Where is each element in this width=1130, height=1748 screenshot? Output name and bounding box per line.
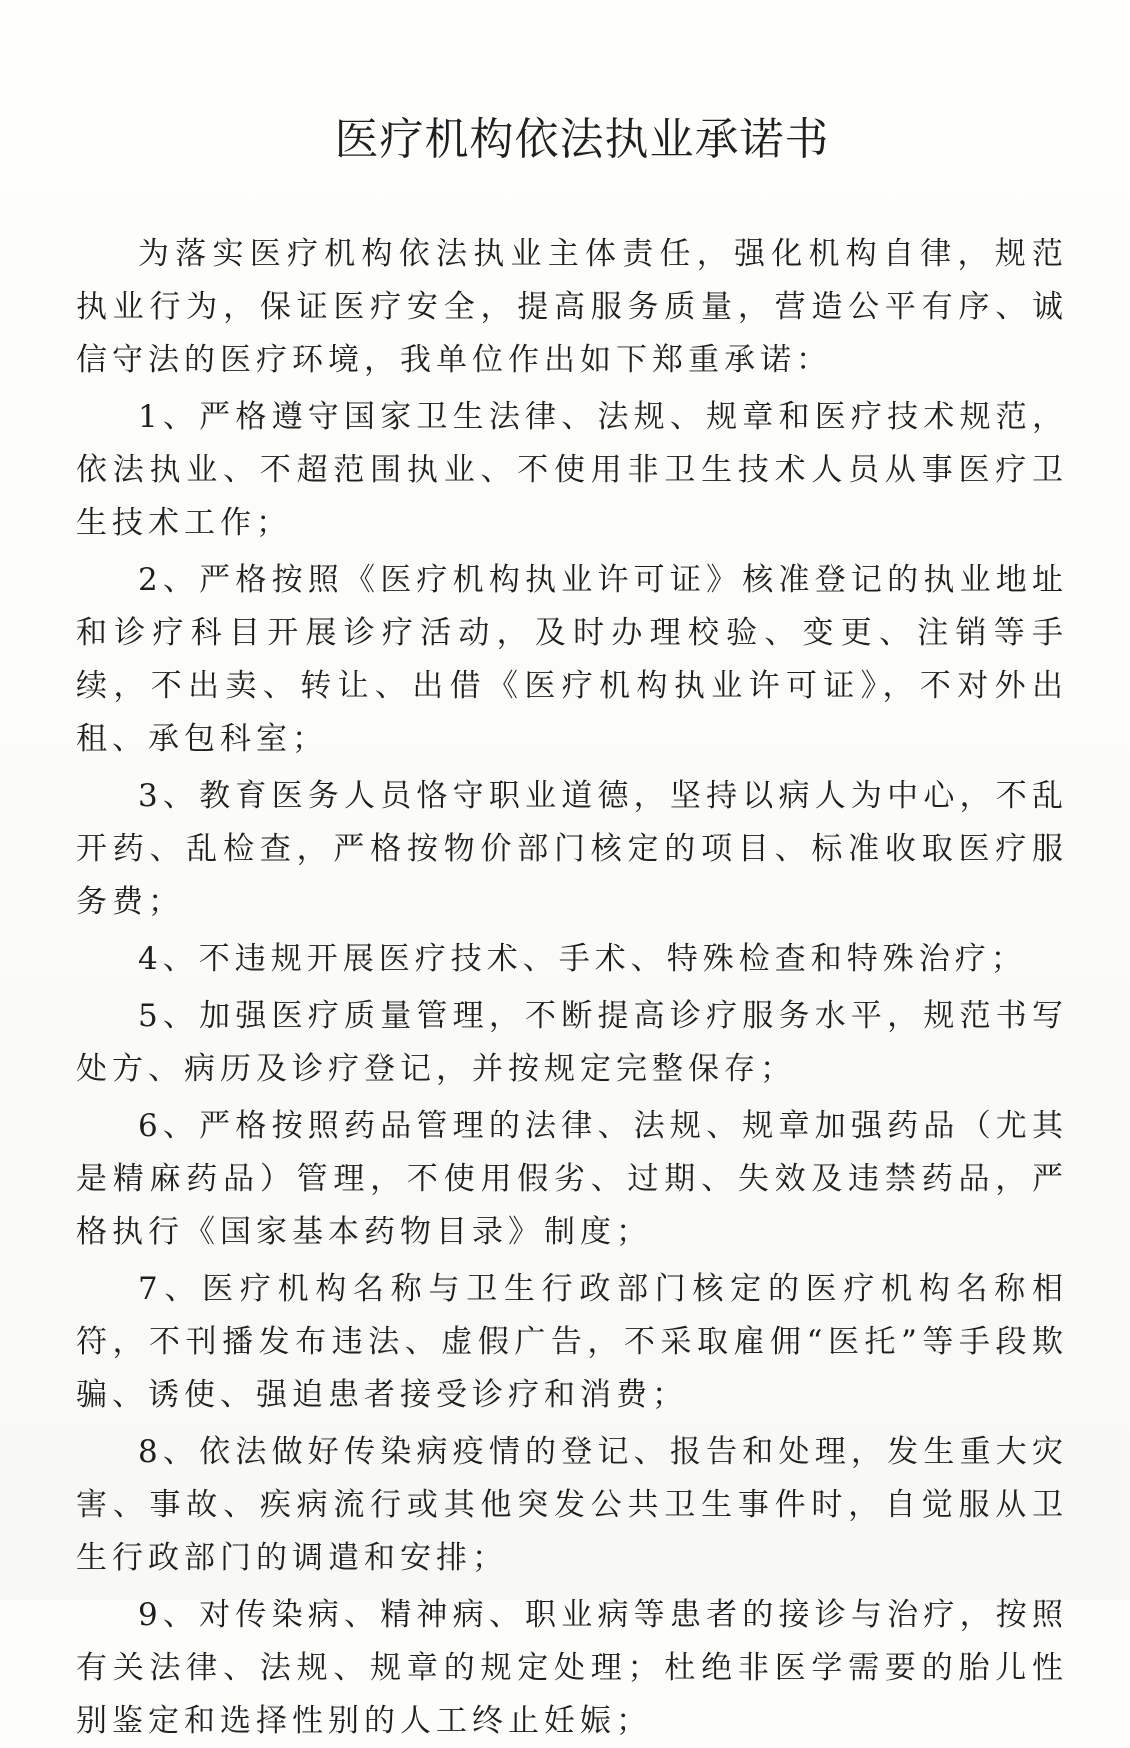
commitment-item-2: 2、严格按照《医疗机构执业许可证》核准登记的执业地址和诊疗科目开展诊疗活动，及时办理校验、变更、注销等手续，不出卖、转让、出借《医疗机构执业许可证》，不对外出租、承包科室； xyxy=(76,562,1068,757)
commitment-item-8: 8、依法做好传染病疫情的登记、报告和处理，发生重大灾害、事故、疾病流行或其他突发公共卫生事件时，自觉服从卫生行政部门的调遣和安排； xyxy=(76,1434,1068,1576)
commitment-item-3: 3、教育医务人员恪守职业道德，坚持以病人为中心，不乱开药、乱检查，严格按物价部门核定的项目、标准收取医疗服务费； xyxy=(76,778,1068,920)
intro-paragraph: 为落实医疗机构依法执业主体责任，强化机构自律，规范执业行为，保证医疗安全，提高服务质量，营造公平有序、诚信守法的医疗环境，我单位作出如下郑重承诺： xyxy=(76,236,1068,378)
commitment-item-1: 1、严格遵守国家卫生法律、法规、规章和医疗技术规范，依法执业、不超范围执业、不使用非卫生技术人员从事医疗卫生技术工作； xyxy=(76,399,1068,541)
commitment-item-6: 6、严格按照药品管理的法律、法规、规章加强药品（尤其是精麻药品）管理，不使用假劣、过期、失效及违禁药品，严格执行《国家基本药物目录》制度； xyxy=(76,1108,1068,1250)
commitment-item-7: 7、医疗机构名称与卫生行政部门核定的医疗机构名称相符，不刊播发布违法、虚假广告，不采取雇佣“医托”等手段欺骗、诱使、强迫患者接受诊疗和消费； xyxy=(76,1271,1068,1413)
document-title: 医疗机构依法执业承诺书 xyxy=(334,114,830,165)
commitment-item-9: 9、对传染病、精神病、职业病等患者的接诊与治疗，按照有关法律、法规、规章的规定处理；杜绝非医学需要的胎儿性别鉴定和选择性别的人工终止妊娠； xyxy=(76,1597,1068,1739)
commitment-item-5: 5、加强医疗质量管理，不断提高诊疗服务水平，规范书写处方、病历及诊疗登记，并按规定完整保存； xyxy=(76,998,1068,1087)
commitment-item-4: 4、不违规开展医疗技术、手术、特殊检查和特殊治疗； xyxy=(138,941,1027,977)
